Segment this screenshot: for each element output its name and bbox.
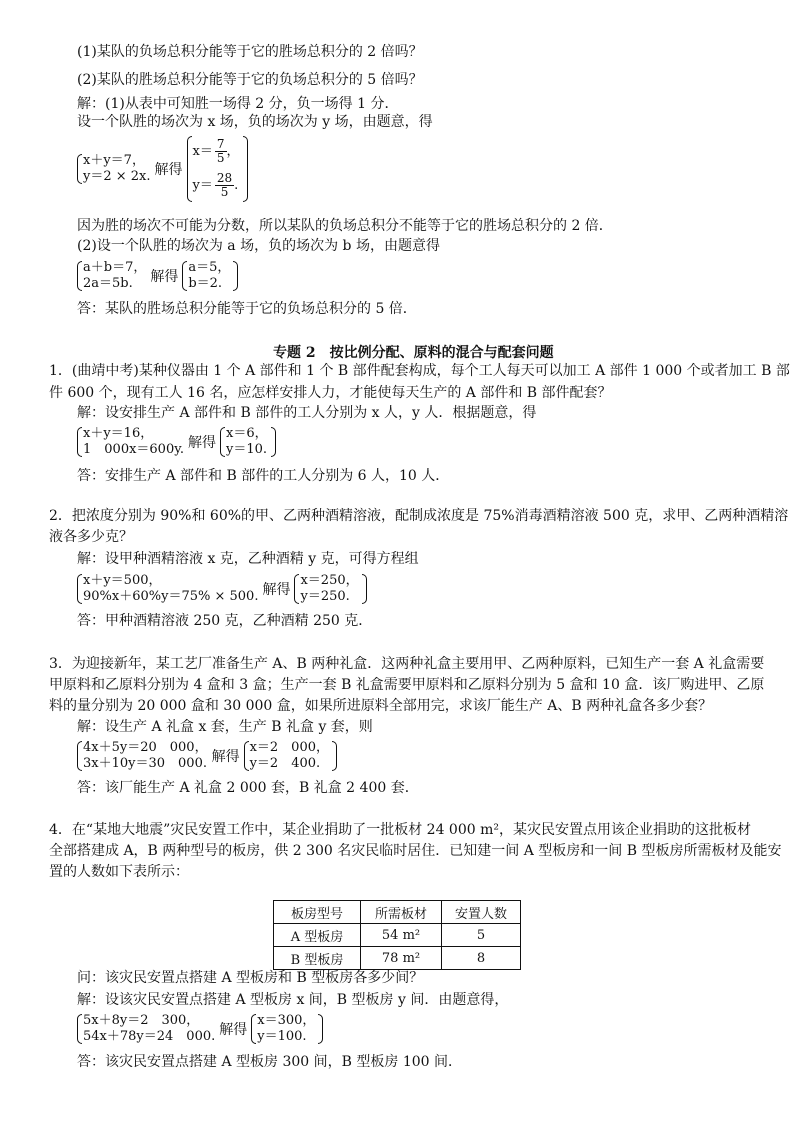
solution-value: y＝100. [257,1029,307,1044]
problem-text: 液各多少克？ [49,529,133,545]
equation-left-brace [77,573,258,605]
answer-line: 答：某队的胜场总积分能等于它的负场总积分的 5 倍． [77,301,417,317]
solution-line: 解：设生产 A 礼盒 x 套，生产 B 礼盒 y 套，则 [77,719,373,735]
equation-left-brace [77,260,146,292]
equation: 5x＋8y＝2 300， [83,1013,200,1028]
problem-text: 甲原料和乙原料分别为 4 盒和 3 盒；生产一套 B 礼盒需要甲原料和乙原料分别为 5 盒和 10 盒．该厂购进甲、乙原 [49,677,765,693]
solve-label: 解得 [150,269,179,285]
solution-value: y＝250. [300,589,350,604]
solution-brace [251,1013,323,1045]
solution-brace [244,740,337,772]
solve-label: 解得 [187,435,216,451]
solution-brace [294,573,366,605]
table-header: 所需板材 [361,901,442,924]
solve-label: 解得 [219,1022,248,1038]
solution-value: b＝2. [188,276,223,291]
answer-line: 答：该灾民安置点搭建 A 型板房 300 间，B 型板房 100 间． [77,1054,462,1070]
equation-left-brace [77,153,151,185]
equation-left-brace [77,740,208,772]
table-cell: 5 [442,924,521,947]
table-header-row [274,901,521,924]
answer-line: 答：安排生产 A 部件和 B 部件的工人分别为 6 人，10 人． [77,468,450,484]
question-line: 问：该灾民安置点搭建 A 型板房和 B 型板房各多少间？ [77,970,424,986]
equation-system [77,133,248,205]
table-cell: A 型板房 [274,924,361,947]
equation-left-brace [77,426,184,458]
question-line: (2)某队的胜场总积分能等于它的负场总积分的 5 倍吗？ [77,72,423,88]
equation-system [77,572,367,606]
answer-line: 答：该厂能生产 A 礼盒 2 000 套，B 礼盒 2 400 套． [77,780,419,796]
table-cell: 54 m² [361,924,442,947]
answer-line: 答：甲种酒精溶液 250 克，乙种酒精 250 克． [77,613,373,629]
solution-line: 解：设安排生产 A 部件和 B 部件的工人分别为 x 人，y 人．根据题意，得 [77,405,537,421]
solution-brace [220,426,276,458]
solution-line: 解：设甲种酒精溶液 x 克，乙种酒精 y 克，可得方程组 [77,551,419,567]
solution-line: (2)设一个队胜的场次为 a 场，负的场次为 b 场，由题意得 [77,238,440,254]
solution-value: x＝6， [225,426,268,441]
equation: 1 000x＝600y. [83,442,184,457]
table-cell: B 型板房 [274,947,361,970]
solution-line: 设一个队胜的场次为 x 场，负的场次为 y 场，由题意，得 [77,114,433,130]
solution-value: x＝ $\frac{7}{5}$ ， [192,137,240,165]
solution-value: a＝5， [188,260,231,275]
solve-label: 解得 [262,582,291,598]
topic-title: 专题 2 按比例分配、原料的混合与配套问题 [273,345,554,361]
equation: 2a＝5b. [83,276,133,291]
solve-label: 解得 [154,162,183,178]
solution-line: 解：(1)从表中可知胜一场得 2 分，负一场得 1 分． [77,96,399,112]
equation: y＝2 × 2x. [83,169,151,184]
table-row [274,947,521,970]
equation: 90%x＋60%y＝75% × 500. [83,589,259,604]
problem-text: 4．在“某地大地震”灾民安置工作中，某企业捐助了一批板材 24 000 m²，某灾民安置点用该企业捐助的这批板材 [49,822,751,838]
equation: 54x＋78y＝24 000. [83,1029,216,1044]
equation-system [77,739,337,773]
solution-value: y＝2 400. [249,756,321,771]
problem-text: 3．为迎接新年，某工艺厂准备生产 A、B 两种礼盒．这两种礼盒主要用甲、乙两种原料，已知生产一套 A 礼盒需要 [49,656,765,672]
equation: 4x＋5y＝20 000， [83,740,208,755]
equation: x＋y＝16， [83,426,154,441]
solution-brace [187,135,248,203]
solution-line: 解：设该灾民安置点搭建 A 型板房 x 间，B 型板房 y 间．由题意得， [77,992,509,1008]
equation: x＋y＝500， [83,573,162,588]
equation-system [77,425,276,459]
table-cell: 78 m² [361,947,442,970]
solution-value: y＝10. [225,442,268,457]
solution-value: y＝ $\frac{28}{5}$ . [192,171,239,199]
solve-label: 解得 [211,749,240,765]
equation: 3x＋10y＝30 000. [83,756,207,771]
problem-text: 料的量分别为 20 000 盒和 30 000 盒，如果所进原料全部用完，求该厂能生产 A、B 两种礼盒各多少套？ [49,698,713,714]
equation-system [77,1012,323,1046]
table-header: 安置人数 [442,901,521,924]
equation: a＋b＝7， [83,260,147,275]
conclusion-line: 因为胜的场次不可能为分数，所以某队的负场总积分不能等于它的胜场总积分的 2 倍． [77,218,613,234]
problem-text: 1．(曲靖中考)某种仪器由 1 个 A 部件和 1 个 B 部件配套构成，每个工人每天可以加工 A 部件 1 000 个或者加工 B 部 [49,363,790,379]
solution-value: x＝250， [300,573,359,588]
problem-text: 2．把浓度分别为 90%和 60%的甲、乙两种酒精溶液，配制成浓度是 75%消毒酒精溶液 500 克，求甲、乙两种酒精溶 [49,508,789,524]
table-row [274,924,521,947]
table-cell: 8 [442,947,521,970]
solution-brace [182,260,238,292]
solution-value: x＝300， [257,1013,316,1028]
equation: x＋y＝7， [83,153,145,168]
problem-text: 置的人数如下表所示： [49,864,189,880]
table-header: 板房型号 [274,901,361,924]
question-line: (1)某队的负场总积分能等于它的胜场总积分的 2 倍吗？ [77,44,423,60]
problem-text: 全部搭建成 A，B 两种型号的板房，供 2 300 名灾民临时居住．已知建一间 A 型板房和一间 B 型板房所需板材及能安 [49,843,782,859]
solution-value: x＝2 000， [249,740,329,755]
problem-text: 件 600 个，现有工人 16 名，应怎样安排人力，才能使每天生产的 A 部件和 B 部件配套？ [49,385,612,401]
equation-left-brace [77,1013,215,1045]
board-table [273,900,521,970]
equation-system [77,259,238,293]
